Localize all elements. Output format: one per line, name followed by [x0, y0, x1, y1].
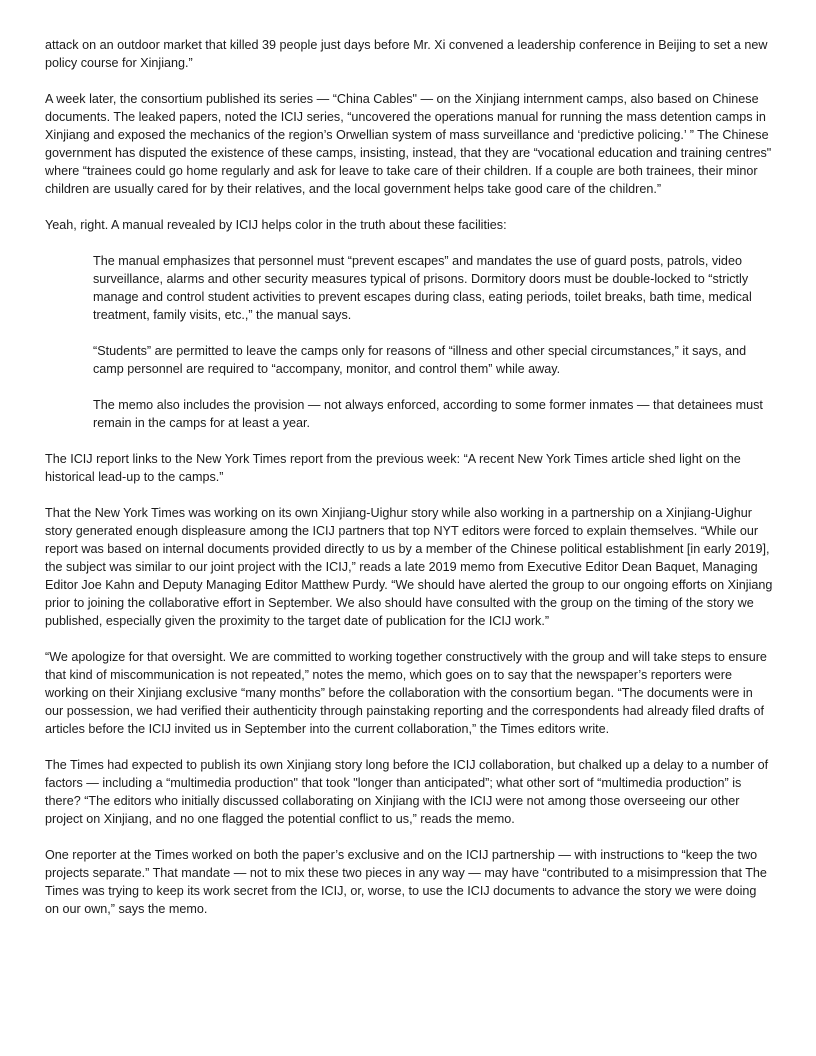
- paragraph-manual-intro: Yeah, right. A manual revealed by ICIJ helps color in the truth about these facilities:: [45, 218, 507, 232]
- block-quote-detention-year: The memo also includes the provision — not always enforced, according to some former inmates — that detainees must remain in the camps for at least a year.: [93, 398, 763, 430]
- paragraph-multimedia-delay: The Times had expected to publish its own Xinjiang story long before the ICIJ collaboration, but chalked up a delay to a number of factors — including a “multimedia production" that took "longer than anticipated”; what other sort of “multimedia production” is there? “The editors who initially discussed collaborating on Xinjiang with the ICIJ were not among those overseeing our other project on Xinjiang, and no one flagged the potential conflict to us,” reads the memo.: [45, 758, 769, 826]
- paragraph-china-cables: A week later, the consortium published its series — “China Cables" — on the Xinjiang internment camps, also based on Chinese documents. The leaked papers, noted the ICIJ series, “uncovered the operations manual for running the mass detention camps in Xinjiang and exposed the mechanics of the region’s Orwellian system of mass surveillance and ‘predictive policing.’ ” The Chinese government has disputed the existence of these camps, insisting, instead, that they are “vocational education and training centres" where “trainees could go home regularly and ask for leave to take care of their children. If a couple are both trainees, their minor children are usually cared for by their relatives, and the local government helps take good care of the children.”: [45, 92, 772, 196]
- block-quote-prevent-escapes: The manual emphasizes that personnel must “prevent escapes” and mandates the use of guard posts, patrols, video surveillance, alarms and other security measures typical of prisons. Dormitory doors must be double-locked to “strictly manage and control student activities to prevent escapes during class, eating periods, toilet breaks, bath time, medical treatment, family visits, etc.,” the manual says.: [93, 254, 752, 322]
- paragraph-market-attack: attack on an outdoor market that killed 39 people just days before Mr. Xi convened a leadership conference in Beijing to set a new policy course for Xinjiang.”: [45, 38, 768, 70]
- paragraph-reporter-separation: One reporter at the Times worked on both the paper’s exclusive and on the ICIJ partnership — with instructions to “keep the two projects separate.” That mandate — not to mix these two pieces in any way — may have “contributed to a misimpression that The Times was trying to keep its work secret from the ICIJ, or, worse, to use the ICIJ documents to advance the story we were doing on our own,” says the memo.: [45, 848, 767, 916]
- paragraph-apology: “We apologize for that oversight. We are committed to working together constructively with the group and will take steps to ensure that kind of miscommunication is not repeated,” notes the memo, which goes on to say that the newspaper’s reporters were working on their Xinjiang exclusive “many months” before the collaboration with the consortium began. “The documents were in our possession, we had verified their authenticity through painstaking reporting and the correspondents had already filed drafts of articles before the ICIJ invited us in September into the current collaboration,” the Times editors write.: [45, 650, 767, 736]
- document-page: [45, 36, 773, 936]
- paragraph-nyt-memo: That the New York Times was working on its own Xinjiang-Uighur story while also working in a partnership on a Xinjiang-Uighur story generated enough displeasure among the ICIJ partners that top NYT editors were forced to explain themselves. “While our report was based on internal documents provided directly to us by a member of the Chinese political establishment [in early 2019], the subject was similar to our joint project with the ICIJ,” reads a late 2019 memo from Executive Editor Dean Baquet, Managing Editor Joe Kahn and Deputy Managing Editor Matthew Purdy. “We should have alerted the group to our ongoing efforts on Xinjiang prior to joining the collaborative effort in September. We also should have consulted with the group on the timing of the story we published, especially given the proximity to the target date of publication for the ICIJ work.”: [45, 506, 773, 628]
- paragraph-icij-links-nyt: The ICIJ report links to the New York Times report from the previous week: “A recent New York Times article shed light on the historical lead-up to the camps.”: [45, 452, 741, 484]
- block-quote-students-leave: “Students” are permitted to leave the camps only for reasons of “illness and other special circumstances,” it says, and camp personnel are required to “accompany, monitor, and control them” while away.: [93, 344, 747, 376]
